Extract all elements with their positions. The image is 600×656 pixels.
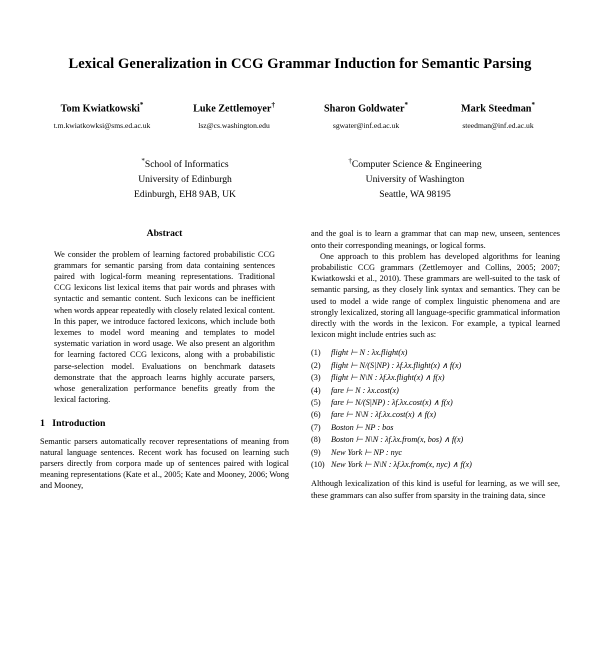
list-item — [311, 372, 560, 384]
affiliation-marker: † — [348, 157, 352, 166]
affiliation-line: School of Informatics — [144, 159, 229, 171]
affiliation-line: Computer Science & Engineering — [351, 159, 482, 171]
author-email: t.m.kwiatkowksi@sms.ed.ac.uk — [53, 121, 151, 131]
author-affiliation-marker: * — [404, 101, 408, 109]
author-name: Mark Steedman* — [461, 101, 535, 115]
list-item — [311, 385, 560, 397]
equation-number: (6) — [311, 410, 321, 420]
equation-body: New York ⊢ N\N : λf.λx.from(x, nyc) ∧ f(x) — [331, 460, 472, 470]
intro-paragraph: Semantic parsers automatically recover representations of meaning from natural language sentences. Recent work has focused on learning such parsers directly from corpora made up of sentences paired with logical meaning representations (Kate et al., 2005; Kate and Mooney, 2006; Wong and Mooney, — [40, 436, 289, 491]
list-item — [311, 422, 560, 434]
body-columns — [0, 228, 600, 501]
left-column — [40, 228, 289, 501]
paper-page — [0, 56, 600, 656]
equation-number: (3) — [311, 373, 321, 383]
affiliation-entry — [300, 154, 530, 202]
equation-number: (10) — [311, 460, 325, 470]
author-name: Luke Zettlemoyer† — [193, 101, 275, 115]
author-affiliation-marker: † — [271, 101, 275, 109]
equation-body: Boston ⊢ NP : bos — [331, 422, 394, 432]
author-affiliation-marker: * — [139, 101, 144, 109]
list-item — [311, 409, 560, 421]
author-entry — [432, 101, 564, 130]
equation-number: (7) — [311, 422, 321, 432]
equation-body: flight ⊢ N/(S|NP) : λf.λx.flight(x) ∧ f(x) — [331, 360, 462, 370]
right-paragraph: One approach to this problem has developed algorithms for leaning probabilistic CCG grammars (Zettlemoyer and Collins, 2005; 2007; Kwiatkowski et al., 2010). These grammars are well-suited to the task of semantic parsing, as they closely link syntax and semantics. They can be used to model a wide range of complex linguistic phenomena and are strongly lexicalized, storing all language-specific grammatical information directly with the words in the lexicon. For example, a typical learned lexicon might include entries such as: — [311, 251, 560, 340]
equation-body: fare ⊢ N : λx.cost(x) — [331, 385, 399, 395]
equation-body: New York ⊢ NP : nyc — [331, 447, 403, 457]
list-item — [311, 459, 560, 471]
equation-number: (8) — [311, 435, 321, 445]
equation-number: (5) — [311, 398, 321, 408]
author-entry — [168, 101, 300, 130]
abstract-paragraph: We consider the problem of learning factored probabilistic CCG grammars for semantic parsing from data containing sentences paired with logical-form meaning representations. Traditional CCG lexicons list lexical items that pair words and phrases with syntactic and semantic content. Such lexicons can be inefficient when words appear repeatedly with closely related lexical content. In this paper, we introduce factored lexicons, which include both lexemes to model word meaning and templates to model systematic variation in word usage. We also present an algorithm for learning factored CCG lexicons, along with a probabilistic parse-selection model. Evaluations on benchmark datasets demonstrate that the approach learns highly accurate parsers, whose generalization performance benefits greatly from the lexical factoring. — [54, 249, 275, 405]
equation-body: flight ⊢ N\N : λf.λx.flight(x) ∧ f(x) — [331, 373, 445, 383]
right-column — [311, 228, 560, 501]
author-email: sgwater@inf.ed.ac.uk — [332, 121, 400, 131]
author-affiliation-marker: * — [531, 101, 535, 109]
author-name: Tom Kwiatkowski* — [60, 101, 144, 115]
affiliation-line: University of Washington — [365, 174, 465, 186]
author-email: steedman@inf.ed.ac.uk — [462, 121, 534, 131]
list-item — [311, 447, 560, 459]
list-item — [311, 397, 560, 409]
equation-number: (9) — [311, 447, 321, 457]
author-email: lsz@cs.washington.edu — [198, 121, 270, 131]
lexicon-example-list — [311, 347, 560, 471]
list-item — [311, 360, 560, 372]
equation-body: fare ⊢ N/(S|NP) : λf.λx.cost(x) ∧ f(x) — [331, 398, 453, 408]
author-name: Sharon Goldwater* — [324, 101, 408, 115]
list-item — [311, 347, 560, 359]
abstract-heading: Abstract — [146, 228, 183, 240]
affiliation-line: Seattle, WA 98195 — [379, 188, 451, 200]
author-entry — [300, 101, 432, 130]
section-heading-introduction: 1 Introduction — [40, 418, 106, 430]
equation-number: (2) — [311, 360, 321, 370]
affiliation-list — [0, 154, 600, 202]
list-item — [311, 434, 560, 446]
right-paragraph: and the goal is to learn a grammar that can map new, unseen, sentences onto their corresponding meanings, or logical forms. — [311, 229, 560, 250]
affiliation-entry — [70, 154, 300, 202]
equation-body: flight ⊢ N : λx.flight(x) — [331, 348, 408, 358]
abstract-body — [40, 249, 289, 406]
equation-body: fare ⊢ N\N : λf.λx.cost(x) ∧ f(x) — [331, 410, 436, 420]
affiliation-line: University of Edinburgh — [138, 174, 232, 186]
author-entry — [36, 101, 168, 130]
author-list — [0, 101, 600, 130]
page-title: Lexical Generalization in CCG Grammar Induction for Semantic Parsing — [68, 56, 532, 72]
affiliation-marker: * — [141, 157, 145, 166]
affiliation-line: Edinburgh, EH8 9AB, UK — [134, 188, 236, 200]
right-paragraph-closing: Although lexicalization of this kind is useful for learning, as we will see, these grammars can also suffer from sparsity in the training data, since — [311, 479, 560, 500]
equation-body: Boston ⊢ N\N : λf.λx.from(x, bos) ∧ f(x) — [331, 435, 464, 445]
equation-number: (4) — [311, 385, 321, 395]
equation-number: (1) — [311, 348, 321, 358]
